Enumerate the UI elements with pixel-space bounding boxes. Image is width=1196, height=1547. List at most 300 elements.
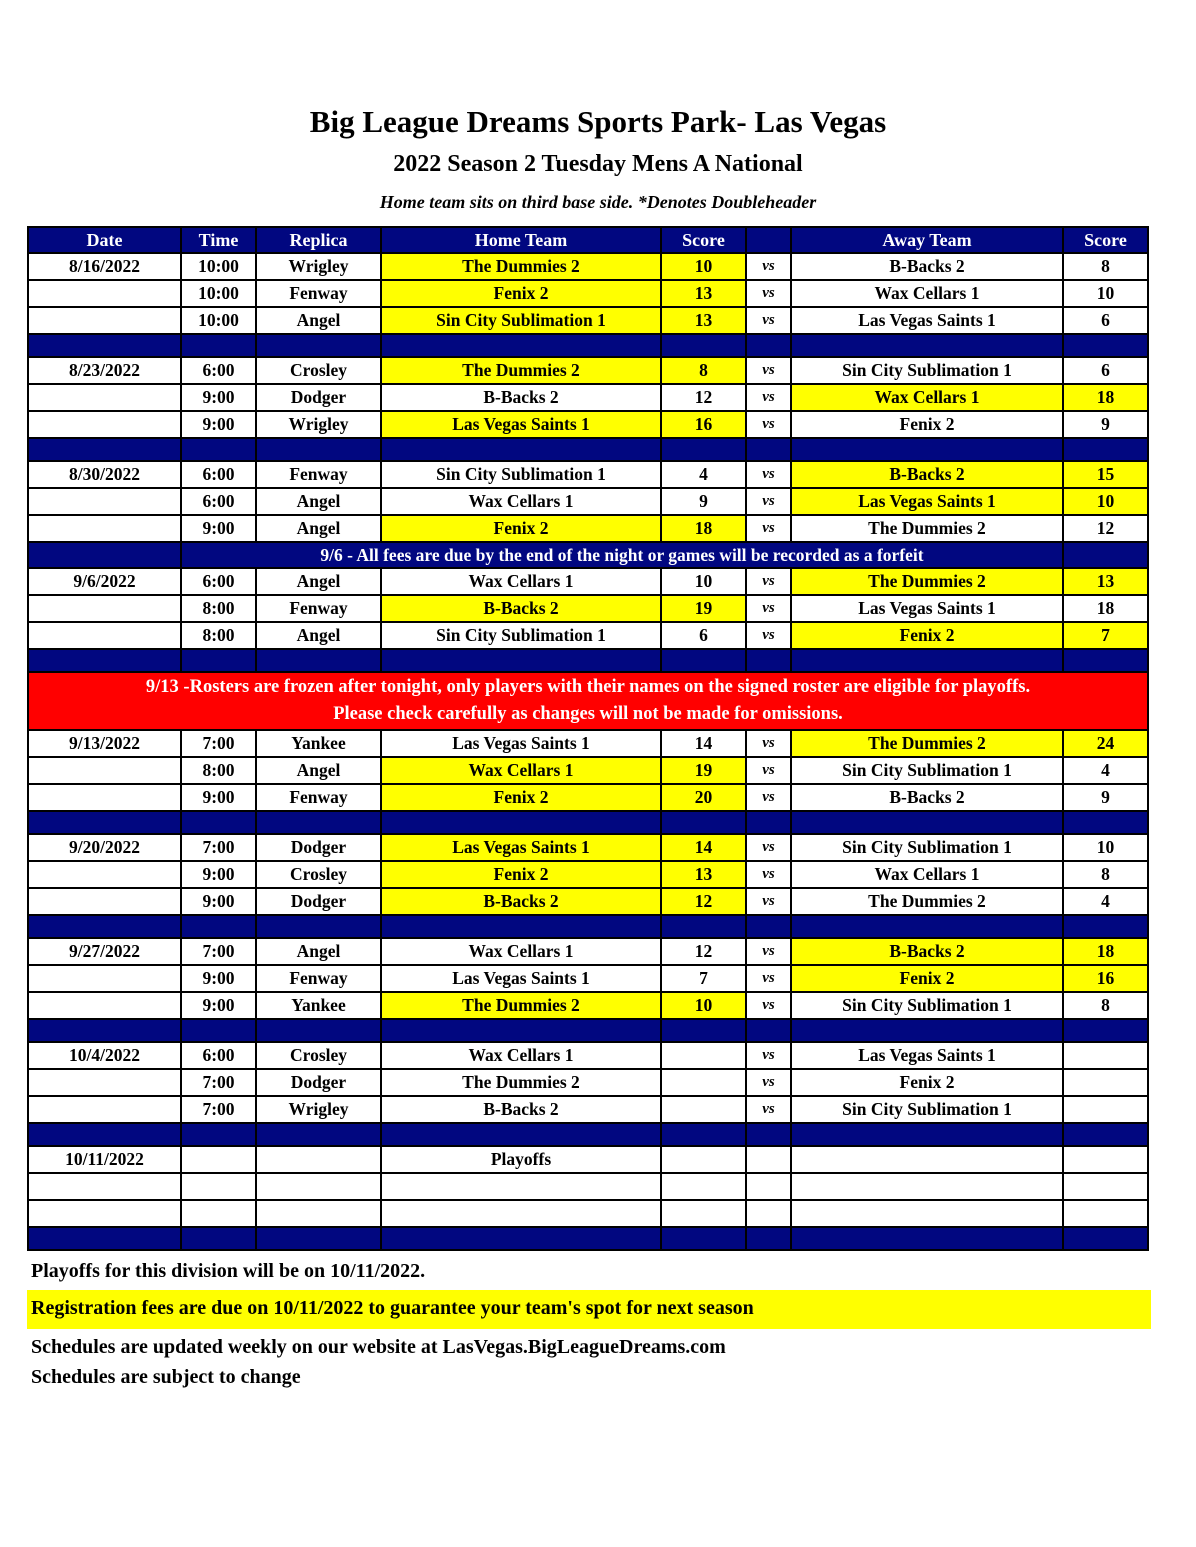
home-team-cell: Sin City Sublimation 1 bbox=[381, 307, 661, 334]
home-score-cell: 7 bbox=[661, 965, 746, 992]
replica-cell: Dodger bbox=[256, 384, 381, 411]
date-cell bbox=[28, 861, 181, 888]
separator-row bbox=[28, 438, 1148, 461]
time-cell bbox=[181, 649, 256, 672]
time-cell: 7:00 bbox=[181, 1096, 256, 1123]
away-score-cell: 4 bbox=[1063, 888, 1148, 915]
replica-cell: Fenway bbox=[256, 965, 381, 992]
away-team-cell: B-Backs 2 bbox=[791, 461, 1063, 488]
home-team-cell bbox=[381, 811, 661, 834]
time-cell: 7:00 bbox=[181, 1069, 256, 1096]
away-score-cell: 13 bbox=[1063, 568, 1148, 595]
vs-cell: vs bbox=[746, 1042, 791, 1069]
home-score-cell bbox=[661, 1096, 746, 1123]
home-score-cell: 20 bbox=[661, 784, 746, 811]
date-cell bbox=[28, 334, 181, 357]
home-score-cell: 14 bbox=[661, 834, 746, 861]
date-cell bbox=[28, 888, 181, 915]
away-score-cell: 8 bbox=[1063, 992, 1148, 1019]
separator-row bbox=[28, 649, 1148, 672]
away-score-cell bbox=[1063, 1042, 1148, 1069]
vs-cell bbox=[746, 1123, 791, 1146]
game-row bbox=[28, 253, 1148, 280]
away-team-cell bbox=[791, 649, 1063, 672]
vs-cell: vs bbox=[746, 568, 791, 595]
away-team-cell: The Dummies 2 bbox=[791, 515, 1063, 542]
away-team-cell: B-Backs 2 bbox=[791, 784, 1063, 811]
game-row bbox=[28, 568, 1148, 595]
date-cell bbox=[28, 649, 181, 672]
time-cell: 9:00 bbox=[181, 784, 256, 811]
away-team-cell bbox=[791, 438, 1063, 461]
footer-line-1: Playoffs for this division will be on 10/11/2022. bbox=[31, 1260, 426, 1282]
date-cell: 10/11/2022 bbox=[28, 1146, 181, 1173]
replica-cell: Yankee bbox=[256, 730, 381, 757]
game-row bbox=[28, 965, 1148, 992]
home-team-cell bbox=[381, 438, 661, 461]
home-score-cell bbox=[661, 915, 746, 938]
home-score-cell: 19 bbox=[661, 595, 746, 622]
home-team-cell: Wax Cellars 1 bbox=[381, 488, 661, 515]
away-score-cell: 4 bbox=[1063, 757, 1148, 784]
away-team-cell bbox=[791, 1173, 1063, 1200]
replica-cell: Fenway bbox=[256, 595, 381, 622]
home-score-cell: 16 bbox=[661, 411, 746, 438]
date-cell bbox=[28, 915, 181, 938]
game-row bbox=[28, 992, 1148, 1019]
page-note: Home team sits on third base side. *Denotes Doubleheader bbox=[379, 192, 817, 212]
vs-cell: vs bbox=[746, 1069, 791, 1096]
date-cell bbox=[28, 1096, 181, 1123]
playoffs-cell: Playoffs bbox=[381, 1146, 661, 1173]
away-score-cell bbox=[1063, 542, 1148, 568]
roster-notice-line: 9/13 -Rosters are frozen after tonight, only players with their names on the signed roster are eligible for playoffs. bbox=[145, 677, 1031, 697]
home-team-cell: B-Backs 2 bbox=[381, 595, 661, 622]
game-row bbox=[28, 730, 1148, 757]
replica-cell: Angel bbox=[256, 568, 381, 595]
game-row bbox=[28, 595, 1148, 622]
time-cell bbox=[181, 915, 256, 938]
vs-cell: vs bbox=[746, 965, 791, 992]
away-score-cell bbox=[1063, 1069, 1148, 1096]
home-team-cell: Sin City Sublimation 1 bbox=[381, 622, 661, 649]
date-cell bbox=[28, 992, 181, 1019]
date-cell bbox=[28, 1019, 181, 1042]
home-team-cell: Wax Cellars 1 bbox=[381, 568, 661, 595]
home-score-cell bbox=[661, 1200, 746, 1227]
column-header-score: Score bbox=[1063, 227, 1148, 253]
home-team-cell: Sin City Sublimation 1 bbox=[381, 461, 661, 488]
date-cell bbox=[28, 1227, 181, 1250]
vs-cell: vs bbox=[746, 1096, 791, 1123]
home-score-cell bbox=[661, 1123, 746, 1146]
game-row bbox=[28, 384, 1148, 411]
footer-line-4: Schedules are subject to change bbox=[31, 1366, 301, 1388]
time-cell bbox=[181, 438, 256, 461]
replica-cell bbox=[256, 649, 381, 672]
away-team-cell bbox=[791, 1227, 1063, 1250]
vs-cell: vs bbox=[746, 938, 791, 965]
vs-cell: vs bbox=[746, 595, 791, 622]
vs-cell: vs bbox=[746, 461, 791, 488]
roster-notice-row bbox=[28, 672, 1148, 730]
time-cell: 8:00 bbox=[181, 757, 256, 784]
away-team-cell: Sin City Sublimation 1 bbox=[791, 992, 1063, 1019]
replica-cell bbox=[256, 1227, 381, 1250]
replica-cell: Crosley bbox=[256, 861, 381, 888]
replica-cell: Yankee bbox=[256, 992, 381, 1019]
home-team-cell: Fenix 2 bbox=[381, 280, 661, 307]
date-cell bbox=[28, 1123, 181, 1146]
date-cell bbox=[28, 307, 181, 334]
game-row bbox=[28, 411, 1148, 438]
time-cell: 7:00 bbox=[181, 938, 256, 965]
date-cell: 8/30/2022 bbox=[28, 461, 181, 488]
time-cell bbox=[181, 1019, 256, 1042]
away-score-cell: 18 bbox=[1063, 384, 1148, 411]
vs-cell bbox=[746, 1019, 791, 1042]
footer-line-2: Registration fees are due on 10/11/2022 to guarantee your team's spot for next season bbox=[27, 1290, 1151, 1329]
home-score-cell bbox=[661, 334, 746, 357]
time-cell: 9:00 bbox=[181, 384, 256, 411]
empty-row bbox=[28, 1200, 1148, 1227]
roster-notice-text bbox=[28, 672, 1148, 730]
date-cell bbox=[28, 542, 181, 568]
away-team-cell: The Dummies 2 bbox=[791, 730, 1063, 757]
away-score-cell bbox=[1063, 1146, 1148, 1173]
home-team-cell: The Dummies 2 bbox=[381, 1069, 661, 1096]
home-score-cell: 6 bbox=[661, 622, 746, 649]
game-row bbox=[28, 622, 1148, 649]
footer-line-3: Schedules are updated weekly on our website at LasVegas.BigLeagueDreams.com bbox=[31, 1336, 726, 1358]
home-team-cell: B-Backs 2 bbox=[381, 1096, 661, 1123]
time-cell bbox=[181, 1146, 256, 1173]
away-score-cell: 6 bbox=[1063, 307, 1148, 334]
away-team-cell bbox=[791, 1123, 1063, 1146]
time-cell bbox=[181, 1173, 256, 1200]
away-team-cell: Las Vegas Saints 1 bbox=[791, 1042, 1063, 1069]
away-team-cell: The Dummies 2 bbox=[791, 568, 1063, 595]
home-score-cell: 19 bbox=[661, 757, 746, 784]
home-team-cell: Fenix 2 bbox=[381, 515, 661, 542]
vs-cell: vs bbox=[746, 280, 791, 307]
home-score-cell bbox=[661, 1227, 746, 1250]
time-cell: 9:00 bbox=[181, 515, 256, 542]
away-team-cell bbox=[791, 811, 1063, 834]
vs-cell: vs bbox=[746, 834, 791, 861]
away-score-cell: 8 bbox=[1063, 861, 1148, 888]
time-cell: 8:00 bbox=[181, 595, 256, 622]
away-score-cell: 10 bbox=[1063, 834, 1148, 861]
time-cell: 6:00 bbox=[181, 568, 256, 595]
date-cell bbox=[28, 438, 181, 461]
vs-cell: vs bbox=[746, 384, 791, 411]
home-team-cell: Las Vegas Saints 1 bbox=[381, 730, 661, 757]
home-team-cell bbox=[381, 1173, 661, 1200]
away-score-cell bbox=[1063, 334, 1148, 357]
home-team-cell bbox=[381, 334, 661, 357]
separator-row bbox=[28, 811, 1148, 834]
date-cell bbox=[28, 811, 181, 834]
replica-cell: Angel bbox=[256, 757, 381, 784]
home-score-cell: 12 bbox=[661, 938, 746, 965]
vs-cell: vs bbox=[746, 784, 791, 811]
home-team-cell: Wax Cellars 1 bbox=[381, 757, 661, 784]
time-cell: 9:00 bbox=[181, 411, 256, 438]
away-score-cell: 9 bbox=[1063, 784, 1148, 811]
replica-cell: Dodger bbox=[256, 1069, 381, 1096]
fees-notice-row bbox=[28, 542, 1148, 568]
game-row bbox=[28, 515, 1148, 542]
away-team-cell: Las Vegas Saints 1 bbox=[791, 488, 1063, 515]
vs-cell bbox=[746, 334, 791, 357]
time-cell: 7:00 bbox=[181, 834, 256, 861]
date-cell bbox=[28, 1200, 181, 1227]
away-team-cell bbox=[791, 1146, 1063, 1173]
column-header-time: Time bbox=[181, 227, 256, 253]
home-score-cell: 12 bbox=[661, 888, 746, 915]
time-cell: 10:00 bbox=[181, 307, 256, 334]
away-score-cell bbox=[1063, 1096, 1148, 1123]
home-score-cell: 9 bbox=[661, 488, 746, 515]
vs-cell bbox=[746, 1200, 791, 1227]
separator-row bbox=[28, 334, 1148, 357]
away-score-cell: 18 bbox=[1063, 938, 1148, 965]
away-score-cell: 16 bbox=[1063, 965, 1148, 992]
away-score-cell: 6 bbox=[1063, 357, 1148, 384]
replica-cell: Crosley bbox=[256, 1042, 381, 1069]
away-team-cell: Fenix 2 bbox=[791, 965, 1063, 992]
vs-cell: vs bbox=[746, 411, 791, 438]
date-cell: 9/27/2022 bbox=[28, 938, 181, 965]
time-cell: 6:00 bbox=[181, 357, 256, 384]
away-score-cell: 15 bbox=[1063, 461, 1148, 488]
vs-cell: vs bbox=[746, 622, 791, 649]
vs-cell: vs bbox=[746, 757, 791, 784]
replica-cell bbox=[256, 1019, 381, 1042]
replica-cell: Angel bbox=[256, 307, 381, 334]
date-cell bbox=[28, 622, 181, 649]
away-team-cell: Fenix 2 bbox=[791, 411, 1063, 438]
away-score-cell: 12 bbox=[1063, 515, 1148, 542]
home-team-cell: The Dummies 2 bbox=[381, 992, 661, 1019]
date-cell: 9/6/2022 bbox=[28, 568, 181, 595]
home-team-cell bbox=[381, 1227, 661, 1250]
away-team-cell bbox=[791, 1019, 1063, 1042]
home-team-cell bbox=[381, 915, 661, 938]
away-team-cell: The Dummies 2 bbox=[791, 888, 1063, 915]
away-team-cell: Sin City Sublimation 1 bbox=[791, 357, 1063, 384]
column-header-replica: Replica bbox=[256, 227, 381, 253]
vs-cell: vs bbox=[746, 357, 791, 384]
replica-cell bbox=[256, 438, 381, 461]
game-row bbox=[28, 938, 1148, 965]
home-score-cell: 13 bbox=[661, 280, 746, 307]
replica-cell: Fenway bbox=[256, 280, 381, 307]
home-score-cell: 18 bbox=[661, 515, 746, 542]
home-team-cell: The Dummies 2 bbox=[381, 357, 661, 384]
away-team-cell bbox=[791, 334, 1063, 357]
separator-row bbox=[28, 1123, 1148, 1146]
away-team-cell: Wax Cellars 1 bbox=[791, 384, 1063, 411]
date-cell bbox=[28, 757, 181, 784]
home-team-cell: Fenix 2 bbox=[381, 861, 661, 888]
away-team-cell bbox=[791, 1200, 1063, 1227]
vs-cell: vs bbox=[746, 515, 791, 542]
date-cell: 8/16/2022 bbox=[28, 253, 181, 280]
page-title: Big League Dreams Sports Park- Las Vegas bbox=[309, 104, 887, 139]
column-header-away-team: Away Team bbox=[791, 227, 1063, 253]
footer-notes bbox=[27, 1258, 1151, 1391]
vs-cell bbox=[746, 1173, 791, 1200]
home-score-cell bbox=[661, 649, 746, 672]
home-score-cell: 10 bbox=[661, 992, 746, 1019]
home-team-cell: Wax Cellars 1 bbox=[381, 938, 661, 965]
replica-cell: Dodger bbox=[256, 834, 381, 861]
separator-row bbox=[28, 1227, 1148, 1250]
date-cell bbox=[28, 595, 181, 622]
column-header-vs bbox=[746, 227, 791, 253]
date-cell bbox=[28, 784, 181, 811]
home-score-cell bbox=[661, 1042, 746, 1069]
away-score-cell bbox=[1063, 915, 1148, 938]
home-team-cell: Fenix 2 bbox=[381, 784, 661, 811]
time-cell: 6:00 bbox=[181, 488, 256, 515]
game-row bbox=[28, 280, 1148, 307]
home-team-cell bbox=[381, 649, 661, 672]
away-team-cell: Fenix 2 bbox=[791, 1069, 1063, 1096]
home-team-cell: Wax Cellars 1 bbox=[381, 1042, 661, 1069]
away-score-cell bbox=[1063, 1019, 1148, 1042]
vs-cell: vs bbox=[746, 488, 791, 515]
away-score-cell: 18 bbox=[1063, 595, 1148, 622]
replica-cell bbox=[256, 915, 381, 938]
away-team-cell: B-Backs 2 bbox=[791, 253, 1063, 280]
away-score-cell: 9 bbox=[1063, 411, 1148, 438]
game-row bbox=[28, 488, 1148, 515]
home-score-cell bbox=[661, 1019, 746, 1042]
away-team-cell: Las Vegas Saints 1 bbox=[791, 307, 1063, 334]
date-cell bbox=[28, 515, 181, 542]
home-team-cell: Las Vegas Saints 1 bbox=[381, 965, 661, 992]
home-score-cell: 13 bbox=[661, 861, 746, 888]
replica-cell bbox=[256, 1200, 381, 1227]
away-score-cell bbox=[1063, 811, 1148, 834]
away-score-cell bbox=[1063, 1200, 1148, 1227]
home-score-cell bbox=[661, 438, 746, 461]
vs-cell bbox=[746, 811, 791, 834]
replica-cell: Crosley bbox=[256, 357, 381, 384]
away-score-cell: 10 bbox=[1063, 488, 1148, 515]
time-cell bbox=[181, 334, 256, 357]
home-score-cell bbox=[661, 811, 746, 834]
time-cell bbox=[181, 1123, 256, 1146]
column-header-score: Score bbox=[661, 227, 746, 253]
home-team-cell: B-Backs 2 bbox=[381, 384, 661, 411]
page-subtitle: 2022 Season 2 Tuesday Mens A National bbox=[393, 151, 803, 177]
replica-cell: Wrigley bbox=[256, 253, 381, 280]
vs-cell bbox=[746, 649, 791, 672]
game-row bbox=[28, 834, 1148, 861]
replica-cell: Wrigley bbox=[256, 411, 381, 438]
away-score-cell bbox=[1063, 1227, 1148, 1250]
time-cell: 9:00 bbox=[181, 888, 256, 915]
away-team-cell: Wax Cellars 1 bbox=[791, 280, 1063, 307]
replica-cell: Wrigley bbox=[256, 1096, 381, 1123]
replica-cell bbox=[256, 1146, 381, 1173]
away-score-cell: 7 bbox=[1063, 622, 1148, 649]
replica-cell: Angel bbox=[256, 938, 381, 965]
time-cell: 10:00 bbox=[181, 253, 256, 280]
game-row bbox=[28, 888, 1148, 915]
replica-cell: Fenway bbox=[256, 784, 381, 811]
home-score-cell: 10 bbox=[661, 253, 746, 280]
date-cell bbox=[28, 965, 181, 992]
vs-cell: vs bbox=[746, 253, 791, 280]
vs-cell bbox=[746, 915, 791, 938]
date-cell bbox=[28, 411, 181, 438]
column-header-date: Date bbox=[28, 227, 181, 253]
home-score-cell: 13 bbox=[661, 307, 746, 334]
separator-row bbox=[28, 1019, 1148, 1042]
away-score-cell bbox=[1063, 649, 1148, 672]
vs-cell: vs bbox=[746, 861, 791, 888]
game-row bbox=[28, 1042, 1148, 1069]
away-score-cell bbox=[1063, 438, 1148, 461]
vs-cell bbox=[746, 438, 791, 461]
game-row bbox=[28, 757, 1148, 784]
fees-notice-text: 9/6 - All fees are due by the end of the night or games will be recorded as a forfeit bbox=[181, 542, 1063, 568]
time-cell bbox=[181, 811, 256, 834]
time-cell: 8:00 bbox=[181, 622, 256, 649]
home-team-cell: Las Vegas Saints 1 bbox=[381, 834, 661, 861]
away-team-cell: Wax Cellars 1 bbox=[791, 861, 1063, 888]
game-row bbox=[28, 784, 1148, 811]
roster-notice-line: Please check carefully as changes will not be made for omissions. bbox=[333, 704, 843, 724]
date-cell: 9/13/2022 bbox=[28, 730, 181, 757]
home-team-cell: Las Vegas Saints 1 bbox=[381, 411, 661, 438]
replica-cell: Fenway bbox=[256, 461, 381, 488]
away-team-cell bbox=[791, 915, 1063, 938]
home-score-cell: 14 bbox=[661, 730, 746, 757]
vs-cell bbox=[746, 1146, 791, 1173]
vs-cell: vs bbox=[746, 730, 791, 757]
home-score-cell bbox=[661, 1146, 746, 1173]
time-cell: 7:00 bbox=[181, 730, 256, 757]
replica-cell bbox=[256, 334, 381, 357]
replica-cell bbox=[256, 1173, 381, 1200]
replica-cell: Angel bbox=[256, 515, 381, 542]
time-cell: 10:00 bbox=[181, 280, 256, 307]
date-cell bbox=[28, 280, 181, 307]
away-team-cell: Las Vegas Saints 1 bbox=[791, 595, 1063, 622]
date-cell bbox=[28, 384, 181, 411]
column-header-home-team: Home Team bbox=[381, 227, 661, 253]
separator-row bbox=[28, 915, 1148, 938]
empty-row bbox=[28, 1173, 1148, 1200]
vs-cell: vs bbox=[746, 992, 791, 1019]
home-team-cell bbox=[381, 1123, 661, 1146]
time-cell bbox=[181, 1200, 256, 1227]
vs-cell bbox=[746, 1227, 791, 1250]
title-block bbox=[0, 0, 1196, 213]
replica-cell bbox=[256, 811, 381, 834]
home-team-cell bbox=[381, 1200, 661, 1227]
away-score-cell bbox=[1063, 1123, 1148, 1146]
playoffs-row bbox=[28, 1146, 1148, 1173]
home-score-cell: 8 bbox=[661, 357, 746, 384]
date-cell: 8/23/2022 bbox=[28, 357, 181, 384]
